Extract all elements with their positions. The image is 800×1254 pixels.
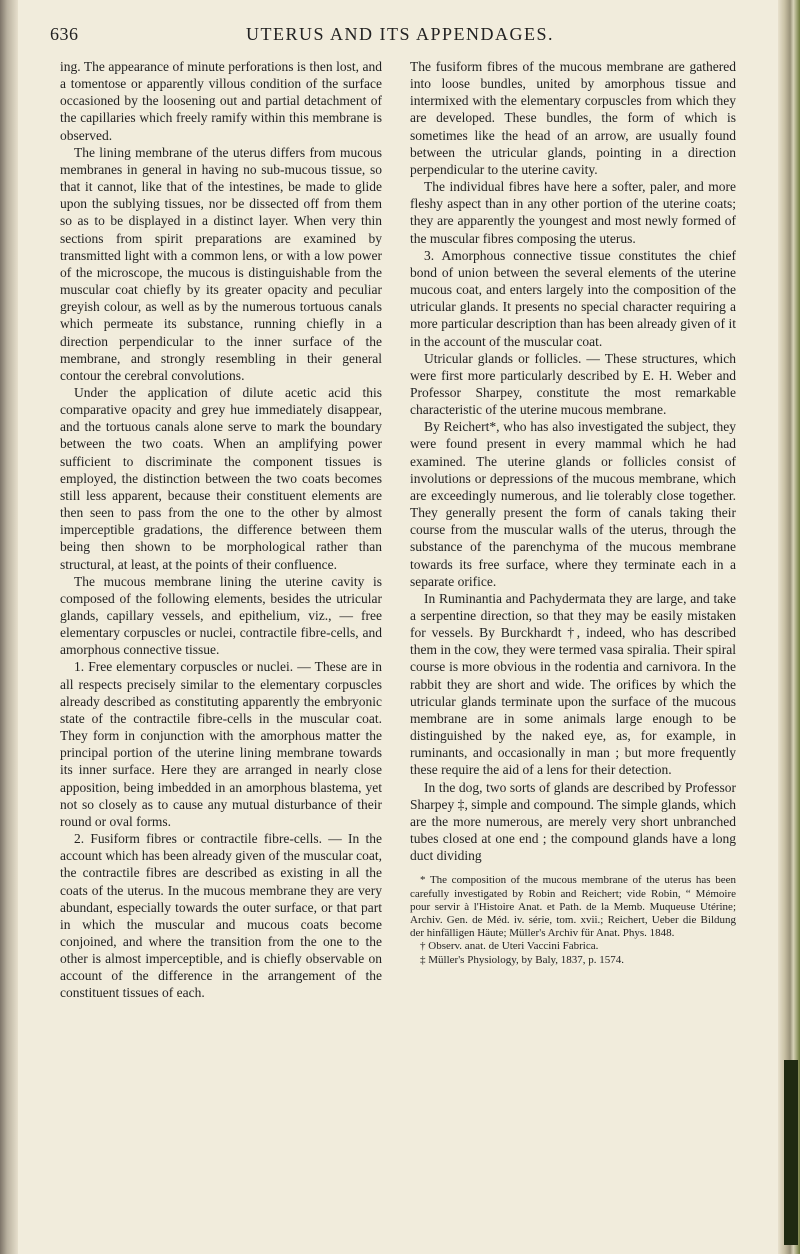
running-title: UTERUS AND ITS APPENDAGES. [245, 24, 555, 44]
footnote: * The composition of the mucous membrane of the uterus has been carefully investigated by Robin and Reichert; vide Robin, “ Mémoire pour servir à l'Histoire Anat. et Path. de la Memb. Muqueuse Utérine; Archiv. Gen. de Méd. iv. série, tom. xvii.; Reichert, Ueber die Bildung der hinfälligen Häute; Müller's Archiv für Anat. Phys. 1848. [410, 874, 736, 940]
paragraph: 2. Fusiform fibres or contractile fibre-cells. — In the account which has been already given of the muscular coat, the contractile fibres are described as existing in all the coats of the uterus. In the mucous membrane they are very abundant, especially towards the outer surface, or that part in which the muscular and mucous coats become conjoined, and where the transition from the one to the other is almost imperceptible, and is chiefly observable on account of the difference in the arrangement of the constituent tissues of each. [60, 831, 382, 1001]
footnotes [410, 874, 736, 966]
right-column [410, 58, 736, 967]
paragraph: In Ruminantia and Pachydermata they are large, and take a serpentine direction, so that they may be easily mistaken for vessels. By Burckhardt †, indeed, who has described them in the cow, they were termed vasa spiralia. Their spiral course is more obvious in the rodentia and carnivora. In the rabbit they are short and wide. The orifices by which the utricular glands terminate upon the surface of the mucous membrane are in some animals large enough to be distinguished by the naked eye, as, for example, in ruminants, and occasionally in man ; but more frequently these require the aid of a lens for their detection. [410, 590, 736, 778]
paragraph: 1. Free elementary corpuscles or nuclei. — These are in all respects precisely similar to the elementary corpuscles already described as constituting apparently the embryonic state of the contractile fibre-cells in the muscular coat. They form in conjunction with the amorphous matter the principal portion of the uterine lining membrane towards its inner surface. Here they are arranged in nearly close apposition, being imbedded in an amorphous blastema, yet not so closely as to cause any mutual disturbance of their round or oval forms. [60, 659, 382, 829]
paragraph: The lining membrane of the uterus differs from mucous membranes in general in having no sub-mucous tissue, so that it cannot, like that of the intestines, be made to glide upon the sublying tissues, nor be dissected off from them so as to be displayed in a distinct layer. When very thin sections from spirit preparations are examined by transmitted light with a common lens, or with a low power of the microscope, the mucous is distinguishable from the muscular coat chiefly by its greater opacity and peculiar greyish colour, as well as by the numerous tortuous canals which permeate its substance, running chiefly in a direction perpendicular to the inner surface of the membrane, and strongly resembling in their general contour the cerebral convolutions. [60, 144, 382, 383]
paragraph: Under the application of dilute acetic acid this comparative opacity and grey hue immediately disappear, and the tortuous canals alone serve to mark the boundary between the two coats. When an amplifying power sufficient to discriminate the component tissues is employed, the distinction between the two coats becomes still less apparent, because their constituent elements are then seen to pass from the one to the other by almost imperceptible gradations, the difference between them being then shown to be morphological rather than structural, at least, at the points of their confluence. [60, 384, 382, 572]
footnote: † Observ. anat. de Uteri Vaccini Fabrica. [420, 940, 599, 953]
paragraph: The fusiform fibres of the mucous membrane are gathered into loose bundles, united by amorphous tissue and intermixed with the elementary corpuscles from which they are developed. These bundles, the form of which is sometimes like the head of an arrow, are usually found between the utricular glands, pointing in a direction perpendicular to the uterine cavity. [410, 59, 736, 177]
paragraph: The individual fibres have here a softer, paler, and more fleshy aspect than in any other portion of the uterine coats; they are apparently the youngest and most newly formed of the muscular fibres composing the uterus. [410, 179, 736, 246]
footnote: ‡ Müller's Physiology, by Baly, 1837, p. 1574. [420, 953, 625, 966]
paragraph: The mucous membrane lining the uterine cavity is composed of the following elements, besides the utricular glands, capillary vessels, and epithelium, viz., — free elementary corpuscles or nuclei, contractile fibre-cells, and amorphous connective tissue. [60, 573, 382, 658]
paragraph: ing. The appearance of minute perforations is then lost, and a tomentose or apparently villous condition of the surface occasioned by the loosening out and partial detachment of the capillaries which freely ramify within this membrane is observed. [60, 59, 382, 143]
paragraph: In the dog, two sorts of glands are described by Professor Sharpey ‡, simple and compound. The simple glands, which are the more numerous, are merely very short unbranched tubes closed at one end ; the compound glands have a long duct dividing [410, 779, 736, 864]
paragraph: Utricular glands or follicles. — These structures, which were first more particularly described by E. H. Weber and Professor Sharpey, constitute the most remarkable characteristic of the uterine mucous membrane. [410, 350, 736, 418]
paragraph: By Reichert*, who has also investigated the subject, they were found present in every mammal which he had examined. The uterine glands or follicles consist of involutions or depressions of the mucous membrane, which are exceedingly numerous, and lie tolerably close together. They generally present the form of canals taking their course from the muscular walls of the uterus, through the substance of the parenchyma of the mucous membrane towards its free surface, where they terminate each in a separate orifice. [410, 419, 736, 589]
page-header [50, 24, 750, 48]
page-binding-right [778, 0, 800, 1254]
book-spine [784, 1060, 798, 1245]
page-binding-left [0, 0, 18, 1254]
page-number: 636 [50, 24, 79, 44]
left-column [60, 58, 382, 1002]
paragraph: 3. Amorphous connective tissue constitutes the chief bond of union between the several elements of the uterine mucous coat, and enters largely into the composition of the utricular glands. It presents no special character requiring a more particular description than has been already given of it in the account of the muscular coat. [410, 247, 736, 349]
